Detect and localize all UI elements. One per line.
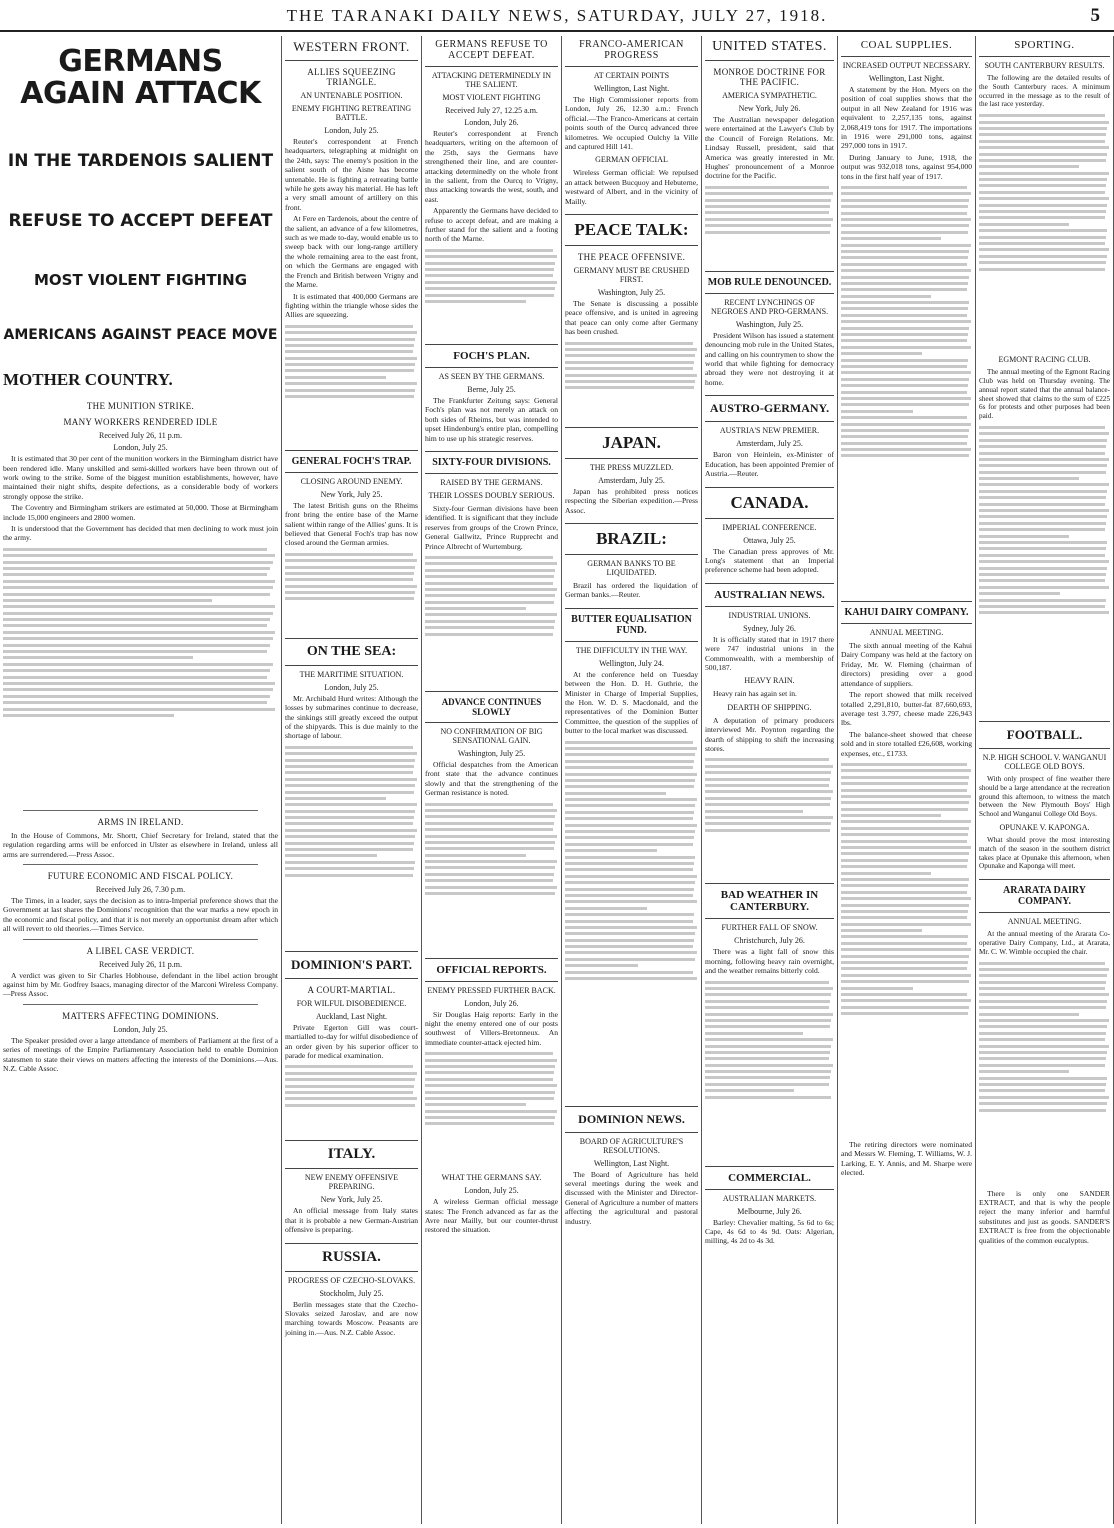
dateline: Received July 26, 11 p.m. — [98, 431, 183, 441]
subhead: THE PRESS MUZZLED. — [589, 462, 674, 472]
subhead: SOUTH CANTERBURY RESULTS. — [984, 61, 1105, 70]
column-3 — [422, 36, 562, 1524]
subhead-australian-news: AUSTRALIAN NEWS. — [705, 583, 834, 607]
subhead: WHAT THE GERMANS SAY. — [441, 1173, 542, 1183]
subhead: THE DIFFICULTY IN THE WAY. — [575, 645, 688, 655]
placeline: Washington, July 25. — [735, 319, 804, 329]
subhead: MOST VIOLENT FIGHTING — [442, 93, 541, 102]
article-paragraph: President Wilson has issued a statement denouncing mob rule in the United States, and calling on his countrymen to show the world that while fighting for democracy abroad they were not destroying it at home. — [705, 330, 834, 387]
article-paragraph: A verdict was given to Sir Charles Hobhouse, defendant in the libel action brought against him by Mr. Godfrey Isaacs, managing director of the Marconi Wireless Company.—Press Assoc. — [3, 970, 278, 999]
placeline: London, July 25. — [113, 1024, 168, 1034]
article-paragraph: Wireless German official: We repulsed an attack between Bucquoy and Hebuterne, westward of Albert, and in the vicinity of Mailly. — [565, 168, 698, 206]
article-paragraph: The balance-sheet showed that cheese sold and in store totalled £26,608, working expenses, etc., £1733. — [841, 729, 972, 758]
article-paragraph: An official message from Italy states that it is probable a new German-Austrian offensive is preparing. — [285, 1206, 418, 1235]
subhead-brazil: BRAZIL: — [565, 523, 698, 555]
subhead-dominions-part: DOMINION'S PART. — [285, 951, 418, 979]
subhead: BOARD OF AGRICULTURE'S RESOLUTIONS. — [579, 1136, 684, 1155]
subhead: AMERICA SYMPATHETIC. — [722, 91, 817, 100]
article-paragraph: The Senate is discussing a possible peace offensive, and is united in agreeing that peace can only come after Germany has been crushed. — [565, 299, 698, 337]
newspaper-title: THE TARANAKI DAILY NEWS, SATURDAY, JULY 27, 1918. — [286, 6, 828, 25]
subhead: GERMAN OFFICIAL — [595, 155, 668, 165]
article-paragraph: The Canadian press approves of Mr. Long's statement that an Imperial preference scheme had been adopted. — [705, 546, 834, 575]
article-paragraph: The report showed that milk received totalled 2,291,810, butter-fat 87,660,693, average test 3.797, cheese made 226,943 lbs. — [841, 690, 972, 728]
subhead: HEAVY RAIN. — [744, 676, 795, 686]
headline-americans: AMERICANS AGAINST PEACE MOVE — [3, 327, 278, 344]
main-headline: GERMANS AGAIN ATTACK — [20, 44, 261, 111]
subhead: GERMANY MUST BE CRUSHED FIRST. — [573, 266, 690, 285]
column-header: SPORTING. — [979, 36, 1110, 57]
page-number: 5 — [1090, 5, 1100, 26]
subhead: AS SEEN BY THE GERMANS. — [438, 371, 545, 381]
dateline: Received July 26, 7.30 p.m. — [95, 885, 186, 894]
headline-refuse: REFUSE TO ACCEPT DEFEAT — [8, 210, 273, 231]
subhead: ANNUAL MEETING. — [869, 628, 944, 638]
article-paragraph: The annual meeting of the Egmont Racing Club was held on Thursday evening. The annual report stated that the annual balance-sheet showed that claims to the sum of £225 6s for protests and other purposes had been paid. — [979, 368, 1110, 421]
subhead: CLOSING AROUND ENEMY. — [300, 476, 403, 486]
placeline: London, July 25. — [324, 126, 379, 135]
article-paragraph: The latest British guns on the Rheims front bring the entire base of the Marne salient within range of the Allies' guns. It is believed that General Foch's trap has now closed around the German armies. — [285, 500, 418, 548]
subhead: FURTHER FALL OF SNOW. — [721, 923, 818, 933]
subhead-mob-rule: MOB RULE DENOUNCED. — [705, 271, 834, 294]
placeline: New York, July 25. — [320, 1195, 383, 1205]
illegible-text-block — [425, 1049, 558, 1169]
masthead — [0, 0, 1114, 32]
subhead: ATTACKING DETERMINEDLY IN THE SALIENT. — [431, 71, 552, 89]
subhead-sixty-four: SIXTY-FOUR DIVISIONS. — [425, 451, 558, 474]
article-paragraph: It is estimated that 30 per cent of the munition workers in the Birmingham district have been rendered idle. Many unskilled and semi-skilled workers have been thrown out of work owing to the strike. Some of the biggest munition establishments, however, have maintained their night shifts, despite defections, as a considerable body of workers strongly oppose the strike. — [3, 454, 278, 501]
subhead: OPUNAKE V. KAPONGA. — [999, 822, 1090, 832]
placeline: Wellington, Last Night. — [593, 84, 670, 93]
placeline: Wellington, Last Night. — [593, 1158, 670, 1168]
subhead-foch-plan: FOCH'S PLAN. — [425, 344, 558, 368]
subhead-kahui: KAHUI DAIRY COMPANY. — [841, 601, 972, 624]
article-paragraph: The sixth annual meeting of the Kahui Dairy Company was held at the factory on Friday, Mr. W. Fleming (chairman of directors) presiding over a good attendance of suppliers. — [841, 641, 972, 688]
subhead-advance: ADVANCE CONTINUES SLOWLY — [425, 691, 558, 723]
placeline: Amsterdam, July 25. — [736, 439, 803, 449]
subhead-workers-idle: MANY WORKERS RENDERED IDLE — [63, 417, 218, 428]
subhead-libel-case: A LIBEL CASE VERDICT. — [86, 945, 195, 956]
placeline: New York, July 26. — [738, 104, 801, 113]
illegible-text-block — [285, 1062, 418, 1132]
subhead: ANNUAL MEETING. — [1007, 917, 1082, 927]
subhead-canada: CANADA. — [705, 487, 834, 519]
article-paragraph: Private Egerton Gill was court-martialled to-day for wilful disobedience of an order given by his superior officer to parade for medical examination. — [285, 1022, 418, 1060]
divider — [23, 939, 258, 940]
subhead: THEIR LOSSES DOUBLY SERIOUS. — [428, 490, 555, 500]
article-paragraph: Sixty-four German divisions have been identified. It is significant that they include reserves from groups of the Crown Prince, General Gallwitz, Prince Rupprecht and Prince Albrecht of Wurtemburg. — [425, 503, 558, 551]
subhead-russia: RUSSIA. — [285, 1243, 418, 1272]
subhead-austro-germany: AUSTRO-GERMANY. — [705, 395, 834, 422]
illegible-text-block — [565, 339, 698, 419]
article-paragraph: A deputation of primary producers interviewed Mr. Poynton regarding the dearth of shipping to shift the increasing stores. — [705, 715, 834, 753]
illegible-text-block — [3, 545, 278, 805]
placeline: Washington, July 25. — [457, 748, 526, 758]
article-paragraph: In the House of Commons, Mr. Shortt, Chief Secretary for Ireland, stated that the regulation regarding arms will be enforced in Ulster as elsewhere in Ireland, unless all arms are surrendered.—Press Assoc. — [3, 830, 278, 859]
subhead: N.P. HIGH SCHOOL V. WANGANUI COLLEGE OLD BOYS. — [982, 752, 1107, 771]
placeline: Ottawa, July 25. — [743, 535, 796, 545]
subhead: PROGRESS OF CZECHO-SLOVAKS. — [287, 1275, 416, 1285]
subhead: RECENT LYNCHINGS OF NEGROES AND PRO-GERMANS. — [710, 297, 829, 316]
article-paragraph: Sir Douglas Haig reports: Early in the night the enemy entered one of our posts southwest of Villers-Bretonneux. An immediate counter-attack ejected him. — [425, 1009, 558, 1047]
article-paragraph: During January to June, 1918, the output was 932,018 tons, against 954,000 tons in the first half year of 1917. — [841, 152, 972, 181]
article-paragraph: Official despatches from the American front state that the advance continues slowly and that the strengthening of the German resistance is noted. — [425, 759, 558, 798]
section-mother-country: MOTHER COUNTRY. — [3, 370, 173, 390]
illegible-text-block — [841, 183, 972, 593]
illegible-text-block — [705, 755, 834, 875]
article-paragraph: At the conference held on Tuesday between the Hon. D. H. Guthrie, the Minister in Charge of Imperial Supplies, the Hon. W. D. S. Macdonald, and the representatives of the Dominion Butter Committee, the question of the supplies of butter to the local market was discussed. — [565, 669, 698, 736]
placeline: London, July 25. — [113, 443, 168, 453]
subhead: EGMONT RACING CLUB. — [998, 355, 1091, 365]
subhead-commercial: COMMERCIAL. — [705, 1166, 834, 1190]
article-paragraph: The retiring directors were nominated and Messrs W. Fleming, T. Williams, W. J. Larking, E. Y. Annis, and M. Sharpe were elected. — [841, 1139, 972, 1178]
subhead-italy: ITALY. — [285, 1140, 418, 1169]
subhead: ALLIES SQUEEZING TRIANGLE. — [307, 67, 396, 87]
article-paragraph: It is estimated that 400,000 Germans are fighting within the triangle whose sides the Allies are squeezing. — [285, 291, 418, 320]
illegible-text-block — [705, 183, 834, 263]
article-paragraph: There was a light fall of snow this morning, following heavy rain overnight, and the weather remains bitterly cold. — [705, 947, 834, 976]
article-paragraph: The Australian newspaper delegation were entertained at the Lawyer's Club by the Council of Foreign Relations. Mr. Lindsay Russell, president, said that America was greatly interested in Mr. Hughes' pronouncement of a Monroe doctrine for the Pacific. — [705, 115, 834, 181]
article-paragraph: With only prospect of fine weather there should be a large attendance at the recreation ground this afternoon, to witness the match between the New Plymouth Boys' High School and Wanganui College Old Boys. — [979, 774, 1110, 819]
article-paragraph: Heavy rain has again set in. — [713, 689, 797, 699]
divider — [23, 864, 258, 865]
illegible-text-block — [979, 959, 1110, 1189]
placeline: London, July 26. — [464, 118, 519, 127]
illegible-text-block — [285, 743, 418, 943]
article-paragraph: At Fere en Tardenois, about the centre of the salient, an advance of a few kilometres, such as we made to-day, would enable us to sweep back with our long-range artillery the whole remaining area to the east front, on which the Germans are engaged with the French and British between Vrigny and the Marne. — [285, 214, 418, 290]
column-4 — [562, 36, 702, 1524]
article-paragraph: The Coventry and Birmingham strikers are estimated at 50,000. Those at Birmingham include 15,000 engineers and 2800 women. — [3, 503, 278, 522]
subhead: NEW ENEMY OFFENSIVE PREPARING. — [304, 1173, 399, 1192]
illegible-text-block — [285, 322, 418, 442]
article-paragraph: A statement by the Hon. Myers on the position of coal supplies shows that the output in all New Zealand for 1916 was equivalent to 2,257,135 tons, against 2,068,419 tons for 1917. The importations in 1916 were 291,000 tons, against 297,000 tons in 1917. — [841, 85, 972, 151]
placeline: Stockholm, July 25. — [319, 1288, 384, 1298]
divider — [23, 810, 258, 811]
placeline: London, July 26. — [464, 998, 519, 1008]
subhead: FOR WILFUL DISOBEDIENCE. — [296, 998, 407, 1008]
article-paragraph: Berlin messages state that the Czecho-Slovaks seized Jaroslav, and are now marching towards Moscow. Peasants are joining in.—Aus. N.Z. Cable Assoc. — [285, 1299, 418, 1337]
subhead: NO CONFIRMATION OF BIG SENSATIONAL GAIN. — [440, 726, 543, 745]
illegible-text-block — [425, 800, 558, 950]
article-paragraph: What should prove the most interesting match of the season in the southern district takes place at Opunake this afternoon, when Opunake and Kaponga will meet. — [979, 835, 1110, 871]
article-paragraph: Reuter's correspondent at French headquarters, writing on the afternoon of the 25th, says the Germans have strengthened their line, and are counter-attacking determinedly on the whole front in the salient, from the Ourcq to Vrigny, thus attacking towards the west, south, and east. — [425, 129, 558, 204]
subhead-fiscal-policy: FUTURE ECONOMIC AND FISCAL POLICY. — [47, 871, 234, 881]
placeline: Wellington, Last Night. — [868, 74, 945, 83]
article-paragraph: Brazil has ordered the liquidation of German banks.—Reuter. — [565, 580, 698, 600]
placeline: Auckland, Last Night. — [315, 1011, 388, 1021]
column-header: WESTERN FRONT. — [285, 36, 418, 61]
subhead: INCREASED OUTPUT NECESSARY. — [842, 61, 971, 70]
article-paragraph: Barley: Chevalier malting, 5s 6d to 6s; Cape, 4s 6d to 4s 9d. Oats: Algerian, milling, 4s 2d to 4s 3d. — [705, 1217, 834, 1246]
illegible-text-block — [705, 978, 834, 1158]
subhead-bad-weather: BAD WEATHER IN CANTERBURY. — [705, 883, 834, 919]
subhead: ENEMY FIGHTING RETREATING BATTLE. — [291, 104, 412, 122]
dateline: Received July 26, 11 p.m. — [98, 959, 183, 969]
illegible-text-block — [841, 760, 972, 1140]
subhead: AN UNTENABLE POSITION. — [300, 91, 403, 100]
illegible-text-block — [425, 246, 558, 336]
article-paragraph: The Speaker presided over a large attendance of members of Parliament at the first of a series of meetings of the Empire Parliamentary Association held to enable Dominion statesmen to state their views on matters affecting the interests of the Dominions.—Aus. N.Z. Cable Assoc. — [3, 1035, 278, 1074]
subhead-foch-trap: GENERAL FOCH'S TRAP. — [285, 450, 418, 473]
column-5 — [702, 36, 838, 1524]
placeline: Sydney, July 26. — [743, 623, 796, 633]
subhead-japan: JAPAN. — [565, 427, 698, 459]
headline-violent: MOST VIOLENT FIGHTING — [33, 270, 248, 289]
subhead: INDUSTRIAL UNIONS. — [728, 610, 811, 620]
column-1 — [0, 36, 282, 1524]
placeline: London, July 25. — [464, 1186, 519, 1196]
article-paragraph: Baron von Heinlein, ex-Minister of Education, has been appointed Premier of Austria.—Reuter. — [705, 450, 834, 479]
article-paragraph: The Board of Agriculture has held several meetings during the week and discussed with the Minister and Director-General of Agriculture a number of matters affecting the agricultural and pastoral industry. — [565, 1169, 698, 1226]
column-header: COAL SUPPLIES. — [841, 36, 972, 57]
subhead-dominion-news: DOMINION NEWS. — [565, 1106, 698, 1133]
placeline: Melbourne, July 26. — [737, 1206, 802, 1216]
placeline: Berne, July 25. — [467, 384, 516, 394]
subhead: THE PEACE OFFENSIVE. — [577, 252, 686, 263]
article-paragraph: Mr. Archibald Hurd writes: Although the losses by submarines continue to decrease, the sinkings still greatly exceed the output of the shipyards. This is due mainly to the shortage of labour. — [285, 693, 418, 741]
subhead-peace-talk: PEACE TALK: — [565, 214, 698, 246]
advertisement-sander: There is only one SANDER EXTRACT, and that is why the people reject the many inferior and harmful substitutes and just as goods. SANDER'S EXTRACT is free from the objectionable qualities of the common eucalyptus. — [979, 1188, 1110, 1245]
subhead: ENEMY PRESSED FURTHER BACK. — [427, 985, 556, 995]
subhead-butter: BUTTER EQUALISATION FUND. — [565, 608, 698, 642]
article-paragraph: Reuter's correspondent at French headquarters, telegraphing at midnight on the 24th, says: The enemy's position in the salient south of the Aisne has become untenable. He is fighting a retreating battle while he gets away his material. He has left a very small amount of artillery on this front. — [285, 137, 418, 212]
article-paragraph: Japan has prohibited press notices respecting the Siberian expedition.—Press Assoc. — [565, 486, 698, 515]
subhead: THE MARITIME SITUATION. — [299, 669, 404, 679]
subhead: IMPERIAL CONFERENCE. — [722, 522, 817, 532]
subhead-on-the-sea: ON THE SEA: — [285, 638, 418, 666]
dateline: Received July 27, 12.25 a.m. — [445, 106, 538, 115]
article-paragraph: The Times, in a leader, says the decision as to intra-Imperial preference shows that the Government at last shares the Dominions' recognition that the war marks a new epoch in the economic and fiscal policy, and that it is not merely an opportunist dream after which all will revert to old theories.—Times Service. — [3, 896, 278, 934]
column-7 — [976, 36, 1114, 1524]
subhead: DEARTH OF SHIPPING. — [727, 702, 812, 712]
subhead: GERMAN BANKS TO BE LIQUIDATED. — [587, 558, 676, 577]
subhead-arms-ireland: ARMS IN IRELAND. — [97, 816, 184, 827]
column-2 — [282, 36, 422, 1524]
headline-tardenois: IN THE TARDENOIS SALIENT — [7, 151, 274, 171]
illegible-text-block — [285, 550, 418, 630]
article-paragraph: The Frankfurter Zeitung says: General Foch's plan was not merely an attack on both sides of Rheims, but was intended to upset Hindenburg's entire plan, compelling him to use up his strategic reserves. — [425, 395, 558, 443]
placeline: Washington, July 25. — [597, 288, 666, 298]
column-header: GERMANS REFUSE TO ACCEPT DEFEAT. — [425, 36, 558, 67]
article-paragraph: The High Commissioner reports from London, July 26, 12.30 a.m.: French official.—The Franco-Americans at certain points south of the Ourcq advanced three kilometres. We occupied Oulchy la Ville and captured Hill 141. — [565, 95, 698, 152]
subhead: RAISED BY THE GERMANS. — [440, 477, 543, 487]
article-paragraph: At the annual meeting of the Ararata Co-operative Dairy Company, Ltd., at Ararata, Mr. C. W. Wimble occupied the chair. — [979, 930, 1110, 956]
subhead: MONROE DOCTRINE FOR THE PACIFIC. — [713, 67, 826, 87]
subhead: AUSTRALIAN MARKETS. — [722, 1193, 817, 1203]
placeline: London, July 25. — [324, 682, 379, 692]
article-paragraph: It is officially stated that in 1917 there were 747 industrial unions in the Commonwealth, with a membership of 500,187. — [705, 634, 834, 672]
divider — [23, 1004, 258, 1005]
column-header: FRANCO-AMERICAN PROGRESS — [565, 36, 698, 67]
article-paragraph: The following are the detailed results of the South Canterbury races. A minimum occurred in the message as to the result of the last race yesterday. — [979, 74, 1110, 109]
subhead-dominions: MATTERS AFFECTING DOMINIONS. — [62, 1010, 219, 1021]
illegible-text-block — [979, 423, 1110, 713]
illegible-text-block — [565, 738, 698, 1098]
placeline: Amsterdam, July 25. — [598, 475, 665, 485]
article-paragraph: It is understood that the Government has decided that men declining to work must join the army. — [3, 523, 278, 543]
column-header: UNITED STATES. — [705, 36, 834, 61]
placeline: Christchurch, July 26. — [734, 936, 805, 946]
subhead-football: FOOTBALL. — [979, 721, 1110, 749]
subhead: AT CERTAIN POINTS — [593, 71, 670, 80]
subhead: A COURT-MARTIAL. — [307, 984, 396, 995]
subhead-munition-strike: THE MUNITION STRIKE. — [86, 401, 195, 412]
column-6 — [838, 36, 976, 1524]
placeline: New York, July 25. — [320, 489, 383, 499]
article-paragraph: A wireless German official message states: The French advanced as far as the Avre near Mailly, but our counter-thrust restored the situation. — [425, 1197, 558, 1235]
subhead-ararata: ARARATA DAIRY COMPANY. — [979, 879, 1110, 913]
illegible-text-block — [425, 553, 558, 683]
article-paragraph: Apparently the Germans have decided to refuse to accept defeat, and are making a further stand for the salient and a footing north of the Marne. — [425, 206, 558, 244]
subhead: AUSTRIA'S NEW PREMIER. — [719, 426, 820, 436]
illegible-text-block — [979, 111, 1110, 351]
subhead-official-reports: OFFICIAL REPORTS. — [425, 958, 558, 982]
placeline: Wellington, July 24. — [599, 658, 664, 668]
